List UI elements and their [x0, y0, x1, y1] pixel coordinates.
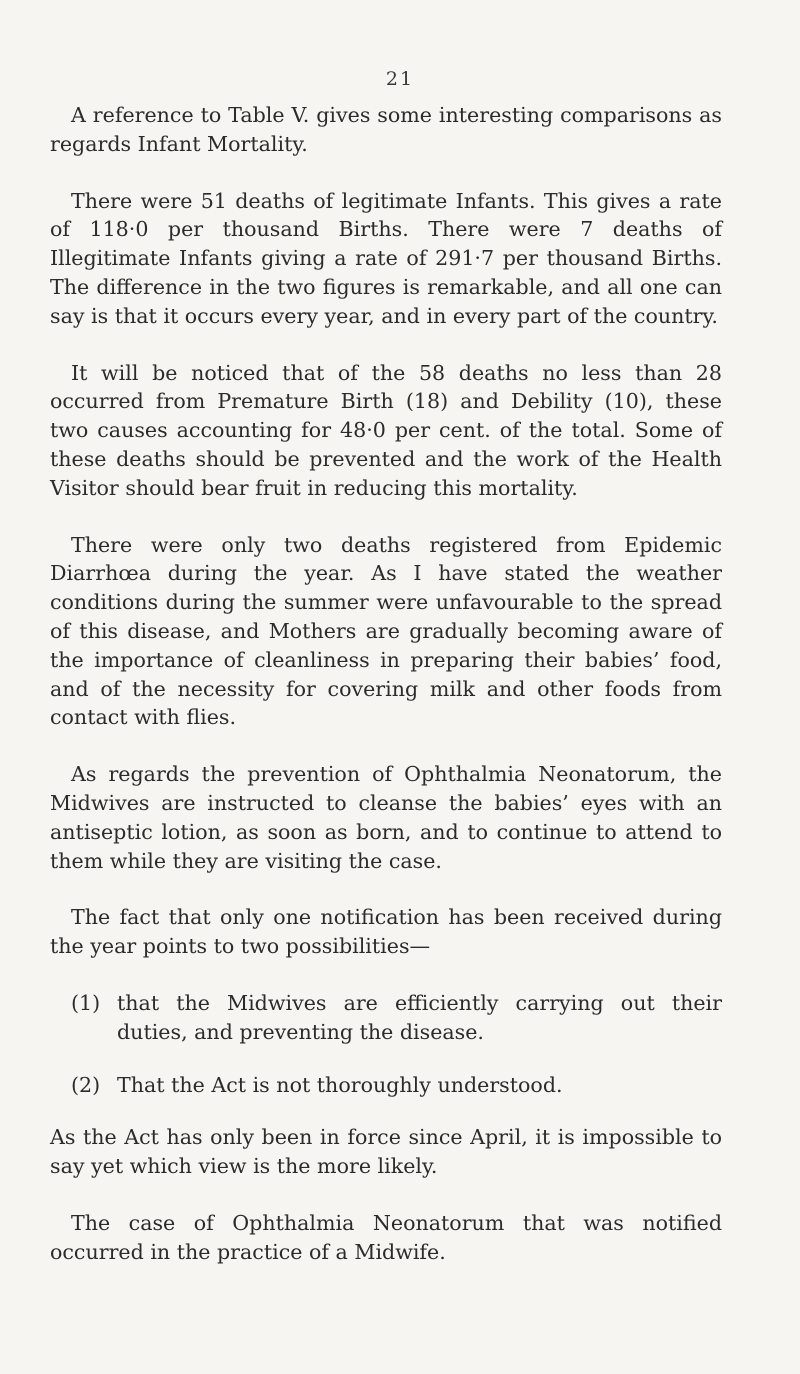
paragraph-ophthalmia-prevention: As regards the prevention of Ophthalmia Neonatorum, the Midwives are instructed to cleanse the babies’ eyes with an antiseptic lotion, as soon as born, and to continue to attend to them while they are visiting the case.: [50, 762, 722, 873]
paragraph-legitimate-illegitimate: There were 51 deaths of legitimate Infants. This gives a rate of 118·0 per thousand Births. There were 7 deaths of Illegitimate Infants giving a rate of 291·7 per thousand Births. The difference in the two figures is remarkable, and all one can say is that it occurs every year, and in every part of the country.: [50, 188, 722, 328]
list-item-number: (1): [71, 990, 101, 1015]
body-text: [50, 101, 722, 1295]
list-item-text: that the Midwives are efficiently carrying out their duties, and preventing the disease.: [117, 990, 722, 1044]
paragraph-infant-mortality-intro: A reference to Table V. gives some interesting comparisons as regards Infant Mortality.: [50, 103, 722, 156]
paragraph-premature-debility: It will be noticed that of the 58 deaths no less than 28 occurred from Premature Birth (18) and Debility (10), these two causes accounting for 48·0 per cent. of the total. Some of these deaths should be prevented and the work of the Health Visitor should bear fruit in reducing this mortality.: [50, 360, 722, 500]
paragraph-case-notified: The case of Ophthalmia Neonatorum that was notified occurred in the practice of a Midwife.: [50, 1210, 722, 1264]
list-item: [50, 989, 722, 1047]
paragraph-act-in-force: As the Act has only been in force since April, it is impossible to say yet which view is the more likely.: [50, 1125, 722, 1179]
list-item-number: (2): [71, 1072, 101, 1097]
list-item-text: That the Act is not thoroughly understood.: [117, 1072, 563, 1097]
page-number: 21: [385, 68, 415, 90]
list-item: [50, 1071, 722, 1100]
paragraph-notification: The fact that only one notification has been received during the year points to two possibilities—: [50, 905, 722, 959]
paragraph-epidemic-diarrhoea: There were only two deaths registered from Epidemic Diarrhœa during the year. As I have stated the weather conditions during the summer were unfavourable to the spread of this disease, and Mothers are gradually becoming aware of the importance of cleanliness in preparing their babies’ food, and of the necessity for covering milk and other foods from contact with flies.: [50, 532, 722, 730]
